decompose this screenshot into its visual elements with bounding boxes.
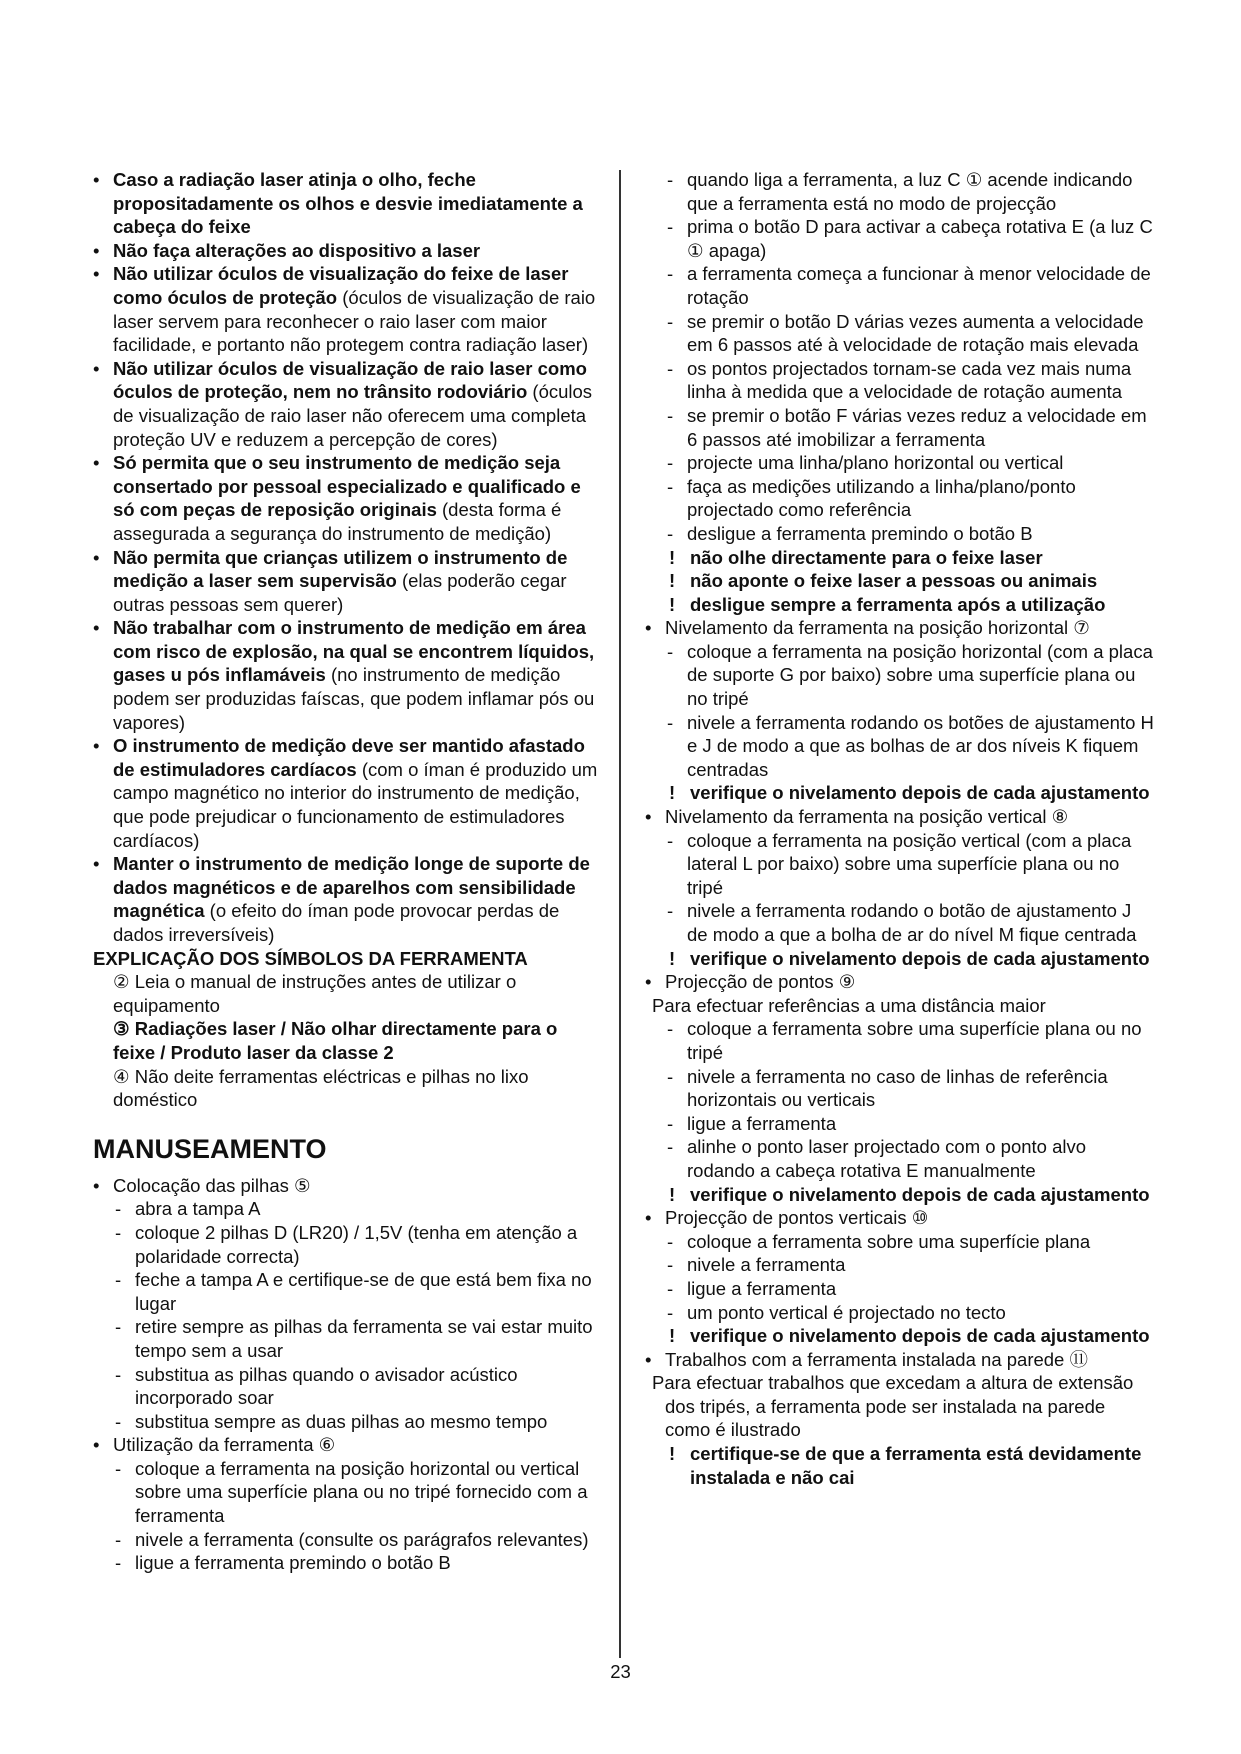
bold-text: MANUSEAMENTO — [93, 1133, 327, 1164]
dash-marker: - — [667, 711, 674, 733]
bold-text: desligue sempre a ferramenta após a utilização — [690, 593, 1106, 615]
body-text: nivele a ferramenta (consulte os parágrafos relevantes) — [135, 1528, 589, 1550]
body-text: nivele a ferramenta — [687, 1254, 846, 1276]
body-text: substitua sempre as duas pilhas ao mesmo tempo — [135, 1410, 548, 1432]
bold-text: não olhe directamente para o feixe laser — [690, 546, 1043, 568]
page-number: 23 — [610, 1661, 631, 1682]
dash-item — [645, 711, 1155, 782]
warning-icon: ! — [669, 1443, 676, 1465]
bullet-item — [645, 1206, 1155, 1230]
dash-marker: - — [667, 1112, 674, 1134]
body-text: feche a tampa A e certifique-se de que está bem fixa no lugar — [135, 1269, 592, 1314]
body-text: a ferramenta começa a funcionar à menor velocidade de rotação — [687, 263, 1151, 308]
bold-text: verifique o nivelamento depois de cada ajustamento — [690, 1183, 1150, 1205]
bullet-item — [93, 1174, 603, 1198]
dash-item — [645, 475, 1155, 522]
symbol-explanation — [93, 1065, 603, 1112]
dash-item — [645, 1230, 1155, 1254]
bold-text: Só permita que o seu instrumento de medição seja consertado por pessoal especializado e qualificado e só com peças de reposição originais — [113, 452, 581, 521]
body-text: (o efeito do íman pode provocar perdas de dados irreversíveis) — [113, 900, 560, 945]
body-text: os pontos projectados tornam-se cada vez mais numa linha à medida que a velocidade de rotação aumenta — [687, 357, 1132, 403]
dash-marker: - — [667, 829, 674, 851]
section-heading — [93, 1134, 603, 1164]
dash-item — [645, 451, 1155, 475]
body-text: (desta forma é assegurada a segurança do instrumento de medição) — [113, 499, 562, 544]
dash-marker: - — [667, 1254, 674, 1276]
dash-item — [645, 404, 1155, 451]
dash-item — [93, 1528, 603, 1552]
dash-item — [93, 1363, 603, 1410]
bullet-item — [645, 616, 1155, 640]
body-text: retire sempre as pilhas da ferramenta se vai estar muito tempo sem a usar — [135, 1316, 593, 1361]
body-text: ligue a ferramenta — [687, 1112, 837, 1134]
bold-text: verifique o nivelamento depois de cada ajustamento — [690, 782, 1150, 804]
warning-item — [645, 1324, 1155, 1348]
warning-icon: ! — [669, 570, 676, 592]
body-text: ② Leia o manual de instruções antes de utilizar o equipamento — [113, 971, 517, 1016]
body-text: coloque 2 pilhas D (LR20) / 1,5V (tenha em atenção a polaridade correcta) — [135, 1221, 578, 1267]
paragraph — [645, 994, 1155, 1018]
dash-item — [93, 1410, 603, 1434]
dash-item — [645, 522, 1155, 546]
dash-marker: - — [667, 522, 674, 544]
body-text: Colocação das pilhas ⑤ — [113, 1174, 311, 1196]
dash-item — [645, 262, 1155, 309]
dash-marker: - — [667, 404, 674, 426]
body-text: projecte uma linha/plano horizontal ou vertical — [687, 452, 1064, 474]
warning-item — [645, 1442, 1155, 1489]
body-text: coloque a ferramenta na posição horizontal (com a placa de suporte G por baixo) sobre uma superfície plana ou no tripé — [687, 640, 1153, 710]
body-text: (óculos de visualização de raio laser não oferecem uma completa proteção UV e reduzem a percepção de cores) — [113, 381, 593, 450]
bullet-item — [93, 168, 603, 239]
dash-item — [645, 829, 1155, 900]
dash-marker: - — [667, 216, 674, 238]
body-text: quando liga a ferramenta, a luz C ① acende indicando que a ferramenta está no modo de projecção — [687, 169, 1133, 214]
bullet-marker: • — [93, 735, 100, 757]
section-subheading — [93, 947, 603, 971]
body-text: nivele a ferramenta rodando os botões de ajustamento H e J de modo a que as bolhas de ar dos níveis K fiquem centradas — [687, 711, 1154, 780]
warning-item — [645, 947, 1155, 971]
body-text: Nivelamento da ferramenta na posição vertical ⑧ — [665, 806, 1069, 828]
bold-text: O instrumento de medição deve ser mantido afastado de estimuladores cardíacos — [113, 735, 585, 780]
bold-text: Não utilizar óculos de visualização do feixe de laser como óculos de proteção — [113, 263, 569, 308]
bold-text: certifique-se de que a ferramenta está devidamente instalada e não cai — [690, 1443, 1142, 1488]
dash-marker: - — [667, 310, 674, 332]
dash-item — [645, 1277, 1155, 1301]
warning-icon: ! — [669, 546, 676, 568]
bullet-item — [93, 357, 603, 451]
body-text: Para efectuar referências a uma distância maior — [652, 994, 1046, 1016]
dash-item — [645, 168, 1155, 215]
body-text: alinhe o ponto laser projectado com o ponto alvo rodando a cabeça rotativa E manualmente — [687, 1136, 1087, 1181]
warning-icon: ! — [669, 1325, 676, 1347]
body-text: Para efectuar trabalhos que excedam a altura de extensão dos tripés, a ferramenta pode ser instalada na parede como é ilustrado — [652, 1372, 1134, 1441]
body-text: coloque a ferramenta na posição vertical (com a placa lateral L por baixo) sobre uma superfície plana ou no tripé — [687, 829, 1132, 898]
body-text: nivele a ferramenta rodando o botão de ajustamento J de modo a que a bolha de ar do nível M fique centrada — [687, 900, 1137, 945]
bullet-item — [93, 616, 603, 734]
body-text: coloque a ferramenta na posição horizontal ou vertical sobre uma superfície plana ou no tripé fornecido com a ferramenta — [135, 1457, 588, 1527]
dash-marker: - — [667, 1230, 674, 1252]
bold-text: Não utilizar óculos de visualização de raio laser como óculos de proteção, nem no trânsito rodoviário — [113, 357, 587, 403]
dash-marker: - — [115, 1410, 122, 1432]
dash-item — [645, 1112, 1155, 1136]
bullet-item — [645, 970, 1155, 994]
dash-item — [645, 1065, 1155, 1112]
bullet-item — [93, 734, 603, 852]
paragraph — [645, 1371, 1155, 1442]
bullet-marker: • — [93, 239, 100, 261]
dash-marker: - — [667, 1301, 674, 1323]
bold-text: Caso a radiação laser atinja o olho, feche propositadamente os olhos e desvie imediatamente a cabeça do feixe — [113, 169, 583, 238]
body-text: um ponto vertical é projectado no tecto — [687, 1301, 1006, 1323]
dash-item — [93, 1221, 603, 1268]
body-text: desligue a ferramenta premindo o botão B — [687, 522, 1033, 544]
dash-item — [93, 1268, 603, 1315]
bullet-marker: • — [93, 452, 100, 474]
dash-marker: - — [115, 1221, 122, 1243]
dash-item — [93, 1551, 603, 1575]
bold-text: não aponte o feixe laser a pessoas ou animais — [690, 570, 1098, 592]
warning-icon: ! — [669, 1183, 676, 1205]
dash-marker: - — [115, 1457, 122, 1479]
dash-marker: - — [667, 1065, 674, 1087]
bullet-item — [93, 546, 603, 617]
body-text: nivele a ferramenta no caso de linhas de referência horizontais ou verticais — [687, 1065, 1108, 1111]
dash-marker: - — [115, 1198, 122, 1220]
bullet-item — [93, 239, 603, 263]
symbol-explanation — [93, 970, 603, 1017]
body-text: substitua as pilhas quando o avisador acústico incorporado soar — [135, 1363, 518, 1409]
bullet-marker: • — [93, 169, 100, 190]
bullet-marker: • — [645, 1348, 652, 1370]
body-text: se premir o botão D várias vezes aumenta a velocidade em 6 passos até à velocidade de rotação mais elevada — [687, 310, 1144, 356]
body-text: abra a tampa A — [135, 1198, 261, 1220]
body-text: (com o íman é produzido um campo magnético no interior do instrumento de medição, que pode prejudicar o funcionamento de estimuladores cardíacos) — [113, 758, 598, 851]
bold-text: Manter o instrumento de medição longe de suporte de dados magnéticos e de aparelhos com sensibilidade magnética — [113, 853, 590, 922]
dash-marker: - — [667, 1136, 674, 1158]
dash-marker: - — [667, 900, 674, 922]
warning-icon: ! — [669, 947, 676, 969]
body-text: faça as medições utilizando a linha/plano/ponto projectado como referência — [687, 475, 1076, 521]
warning-item — [645, 546, 1155, 570]
column-divider — [619, 170, 621, 1658]
dash-marker: - — [667, 1018, 674, 1040]
bold-text: verifique o nivelamento depois de cada ajustamento — [690, 947, 1150, 969]
body-text: prima o botão D para activar a cabeça rotativa E (a luz C ① apaga) — [687, 216, 1153, 261]
body-text: ligue a ferramenta premindo o botão B — [135, 1552, 451, 1574]
dash-item — [645, 357, 1155, 404]
bullet-item — [93, 1433, 603, 1457]
dash-item — [93, 1457, 603, 1528]
bold-text: EXPLICAÇÃO DOS SÍMBOLOS DA FERRAMENTA — [93, 947, 528, 969]
dash-marker: - — [115, 1363, 122, 1385]
dash-item — [645, 1135, 1155, 1182]
bold-text: Não permita que crianças utilizem o instrumento de medição a laser sem supervisão — [113, 546, 568, 592]
dash-marker: - — [115, 1528, 122, 1550]
dash-marker: - — [667, 263, 674, 285]
bold-text: ③ Radiações laser / Não olhar directamente para o feixe / Produto laser da classe 2 — [113, 1018, 558, 1063]
body-text: Utilização da ferramenta ⑥ — [113, 1434, 336, 1456]
body-text: (no instrumento de medição podem ser produzidas faíscas, que podem inflamar pós ou vapores) — [113, 664, 595, 733]
body-text: coloque a ferramenta sobre uma superfície plana — [687, 1230, 1091, 1252]
bullet-marker: • — [93, 263, 100, 285]
bullet-marker: • — [93, 853, 100, 875]
dash-marker: - — [115, 1552, 122, 1574]
body-text: ligue a ferramenta — [687, 1277, 837, 1299]
bullet-item — [645, 1348, 1155, 1372]
dash-marker: - — [667, 640, 674, 662]
bullet-marker: • — [645, 806, 652, 828]
bullet-item — [93, 262, 603, 356]
dash-marker: - — [667, 169, 674, 190]
bold-text: verifique o nivelamento depois de cada ajustamento — [690, 1325, 1150, 1347]
body-text: Nivelamento da ferramenta na posição horizontal ⑦ — [665, 617, 1090, 639]
warning-item — [645, 593, 1155, 617]
bullet-marker: • — [93, 357, 100, 379]
body-text: Projecção de pontos verticais ⑩ — [665, 1207, 929, 1229]
dash-item — [645, 1017, 1155, 1064]
bullet-marker: • — [93, 546, 100, 568]
warning-item — [645, 1183, 1155, 1207]
left-column — [93, 168, 603, 1575]
dash-marker: - — [115, 1316, 122, 1338]
body-text: coloque a ferramenta sobre uma superfície plana ou no tripé — [687, 1018, 1142, 1063]
dash-item — [93, 1315, 603, 1362]
dash-item — [645, 310, 1155, 357]
body-text: Projecção de pontos ⑨ — [665, 971, 856, 993]
bullet-marker: • — [93, 1434, 100, 1456]
warning-item — [645, 781, 1155, 805]
bullet-marker: • — [93, 617, 100, 639]
symbol-explanation — [93, 1017, 603, 1064]
warning-icon: ! — [669, 593, 676, 615]
dash-marker: - — [667, 452, 674, 474]
body-text: se premir o botão F várias vezes reduz a velocidade em 6 passos até imobilizar a ferramenta — [687, 404, 1147, 450]
body-text: (elas poderão cegar outras pessoas sem querer) — [113, 570, 567, 615]
dash-marker: - — [667, 1277, 674, 1299]
bullet-item — [93, 852, 603, 946]
dash-item — [645, 1253, 1155, 1277]
dash-item — [93, 1197, 603, 1221]
dash-item — [645, 215, 1155, 262]
body-text: ④ Não deite ferramentas eléctricas e pilhas no lixo doméstico — [113, 1065, 529, 1111]
dash-item — [645, 1301, 1155, 1325]
dash-item — [645, 640, 1155, 711]
bullet-item — [93, 451, 603, 545]
dash-marker: - — [667, 357, 674, 379]
warning-icon: ! — [669, 782, 676, 804]
dash-marker: - — [115, 1269, 122, 1291]
bullet-marker: • — [93, 1174, 100, 1196]
dash-marker: - — [667, 475, 674, 497]
bullet-item — [645, 805, 1155, 829]
warning-item — [645, 569, 1155, 593]
bullet-marker: • — [645, 1207, 652, 1229]
bullet-marker: • — [645, 617, 652, 639]
bullet-marker: • — [645, 971, 652, 993]
body-text: (óculos de visualização de raio laser servem para reconhecer o raio laser com maior facilidade, e portanto não protegem contra radiação laser) — [113, 286, 596, 356]
right-column — [645, 168, 1155, 1489]
bold-text: Não trabalhar com o instrumento de medição em área com risco de explosão, na qual se encontrem líquidos, gases u pós inflamáveis — [113, 617, 595, 686]
bold-text: Não faça alterações ao dispositivo a laser — [113, 239, 481, 261]
dash-item — [645, 899, 1155, 946]
body-text: Trabalhos com a ferramenta instalada na parede ⑪ — [665, 1348, 1088, 1370]
